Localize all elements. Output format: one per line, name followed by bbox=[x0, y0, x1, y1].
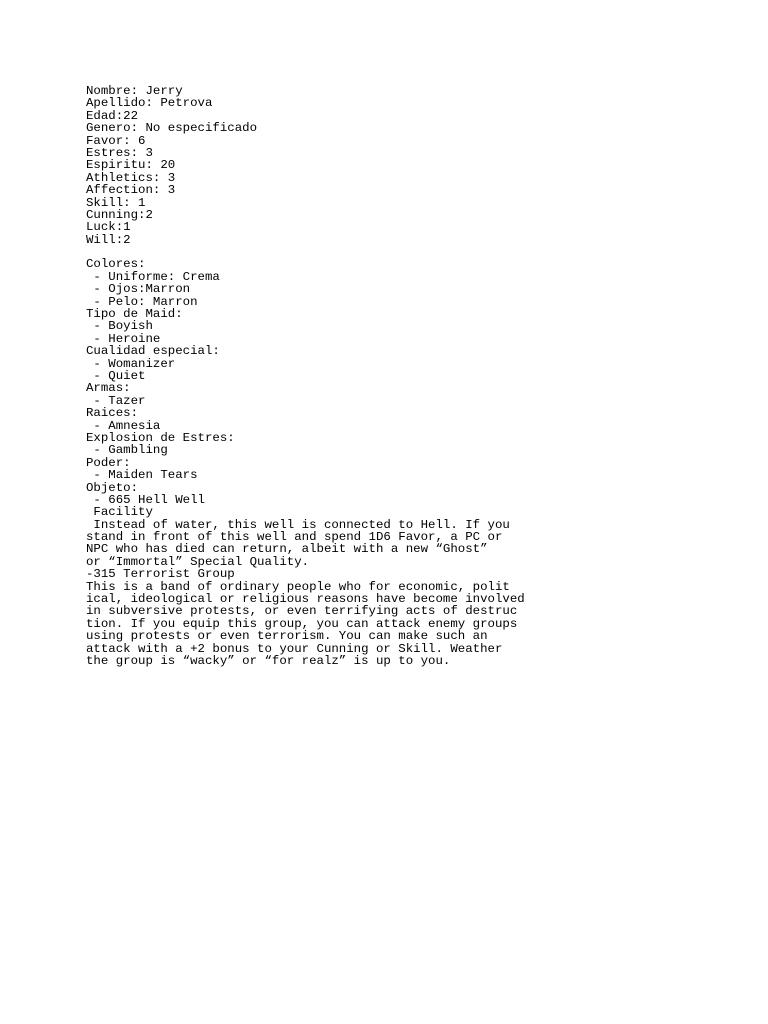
stat-genero: Genero: No especificado bbox=[86, 121, 258, 136]
item-description-line: the group is “wacky” or “for realz” is up to you. bbox=[86, 653, 451, 668]
blank-line bbox=[86, 246, 746, 258]
stat-will: Will:2 bbox=[86, 232, 131, 247]
stat-edad: Edad:22 bbox=[86, 108, 139, 123]
list-item: - Womanizer bbox=[86, 356, 176, 371]
item-description-line: ical, ideological or religious reasons have become involved bbox=[86, 592, 525, 607]
stat-athletics: Athletics: 3 bbox=[86, 170, 176, 185]
list-item: - Ojos:Marron bbox=[86, 282, 191, 297]
stat-apellido: Apellido: Petrova bbox=[86, 96, 213, 111]
list-item: - Pelo: Marron bbox=[86, 294, 198, 309]
list-item: - Boyish bbox=[86, 319, 153, 334]
list-item: - Tazer bbox=[86, 393, 146, 408]
item-description-line: or “Immortal” Special Quality. bbox=[86, 554, 310, 569]
list-item: - Quiet bbox=[86, 368, 146, 383]
item-description-line: NPC who has died can return, albeit with a new “Ghost” bbox=[86, 542, 488, 557]
item-description-line: attack with a +2 bonus to your Cunning or Skill. Weather bbox=[86, 641, 503, 656]
heading-raices: Raices: bbox=[86, 406, 139, 421]
item-type: Facility bbox=[86, 505, 153, 520]
character-details bbox=[86, 258, 746, 667]
list-item: - Amnesia bbox=[86, 418, 161, 433]
heading-poder: Poder: bbox=[86, 455, 131, 470]
stat-nombre: Nombre: Jerry bbox=[86, 84, 183, 98]
item-description-line: in subversive protests, or even terrifying acts of destruc bbox=[86, 604, 518, 619]
item-description-line: Instead of water, this well is connected to Hell. If you bbox=[86, 517, 510, 532]
list-item: - Gambling bbox=[86, 443, 168, 458]
heading-tipo-de-maid: Tipo de Maid: bbox=[86, 307, 183, 322]
stat-affection: Affection: 3 bbox=[86, 183, 176, 198]
heading-objeto: Objeto: bbox=[86, 480, 139, 495]
stat-luck: Luck:1 bbox=[86, 220, 131, 235]
stat-cunning: Cunning:2 bbox=[86, 207, 153, 222]
item-description-line: This is a band of ordinary people who for economic, polit bbox=[86, 579, 510, 594]
heading-cualidad-especial: Cualidad especial: bbox=[86, 344, 220, 359]
heading-explosion-de-estres: Explosion de Estres: bbox=[86, 430, 235, 445]
item-title: -315 Terrorist Group bbox=[86, 567, 235, 582]
stat-espiritu: Espiritu: 20 bbox=[86, 158, 176, 173]
stat-estres: Estres: 3 bbox=[86, 145, 153, 160]
stat-favor: Favor: 6 bbox=[86, 133, 146, 148]
list-item: - Uniforme: Crema bbox=[86, 269, 220, 284]
list-item: - 665 Hell Well bbox=[86, 492, 205, 507]
item-description-line: tion. If you equip this group, you can attack enemy groups bbox=[86, 616, 518, 631]
list-item: - Maiden Tears bbox=[86, 468, 198, 483]
item-description-line: using protests or even terrorism. You can make such an bbox=[86, 629, 488, 644]
list-item: - Heroine bbox=[86, 331, 161, 346]
heading-armas: Armas: bbox=[86, 381, 131, 396]
stat-skill: Skill: 1 bbox=[86, 195, 146, 210]
character-stats bbox=[86, 85, 746, 246]
item-description-line: stand in front of this well and spend 1D6 Favor, a PC or bbox=[86, 530, 503, 545]
heading-colores: Colores: bbox=[86, 257, 146, 272]
document-page bbox=[86, 85, 746, 667]
